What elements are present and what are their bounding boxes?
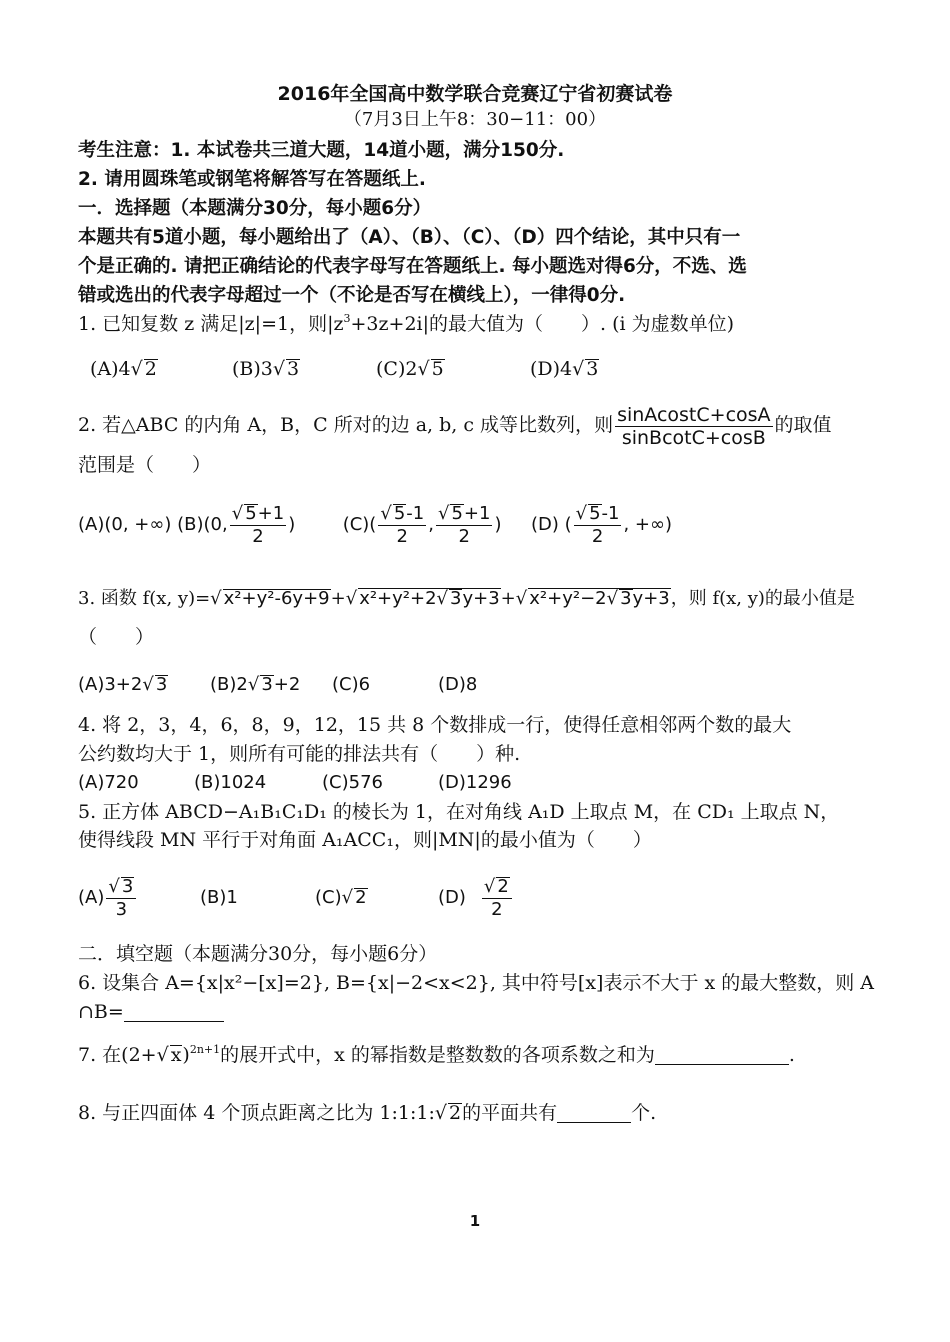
question-4-line2: 公约数均大于 1，则所有可能的排法共有（ ）种. — [78, 743, 521, 765]
q7-answer-blank[interactable] — [655, 1044, 789, 1065]
question-5-line2: 使得线段 MN 平行于对角面 A₁ACC₁，则|MN|的最小值为（ ） — [78, 829, 652, 851]
question-6-line1: 6. 设集合 A={x|x²−[x]=2}, B={x|−2<x<2}, 其中符号[x]表示不大于 x 的最大整数，则 A — [78, 972, 875, 994]
question-3-stem-line2: （ ） — [78, 626, 155, 648]
q2-option-a: (A)(0, +∞) — [78, 514, 172, 535]
q3-option-c: (C)6 — [332, 674, 371, 695]
q1-option-a: (A)4√ 2 — [90, 358, 157, 380]
q3-option-d: (D)8 — [438, 674, 478, 695]
question-7: 7. 在(2+√ x)$^{2n+1}$的展开式中，x 的幂指数是整数数的各项系数之和为 . — [78, 1043, 795, 1066]
q2-options — [78, 500, 672, 550]
q5-option-d: (D) $\frac{√ 2}{2}$ — [438, 872, 514, 924]
q4-option-b: (B)1024 — [194, 772, 267, 793]
exam-time: （7月3日上午8：30−11：00） — [343, 109, 607, 130]
q2-option-d: (D) ( $\frac{√ 5-1}{2}$ , +∞) — [530, 502, 673, 547]
question-3-stem: 3. 函数 f(x, y)=√ x²+y²-6y+9+√ x²+y²+2√ 3y+3+√ x²+y²−2√ 3y+3，则 f(x, y)的最小值是 — [78, 588, 855, 609]
q2-fraction: $\frac{\text{sinAcostC+cosA}}{\text{sinBcotC+cosB}}$ — [617, 403, 771, 449]
q2-option-c: (C)( $\frac{√ 5-1}{2}$ , $\frac{√ 5+1}{2}$ ) — [342, 502, 502, 547]
page-number: 1 — [469, 1212, 481, 1230]
q1-option-c: (C)2√ 5 — [376, 358, 444, 380]
question-4-line1: 4. 将 2，3，4，6，8，9，12，15 共 8 个数排成一行，使得任意相邻两个数的最大 — [78, 714, 792, 736]
q1-option-b: (B)3√ 3 — [232, 358, 300, 380]
question-1-stem: 1. 已知复数 z 满足|z|=1，则$|z^3+3z+2i|$的最大值为（ ）. (i 为虚数单位) — [78, 312, 735, 335]
q4-option-a: (A)720 — [78, 772, 139, 793]
section1-heading: 一．选择题（本题满分30分，每小题6分） — [78, 198, 432, 219]
q3-option-b: (B)2√ 3+2 — [210, 674, 301, 695]
question-2-stem-line2: 范围是（ ） — [78, 454, 212, 476]
question-5-line1: 5. 正方体 ABCD−A₁B₁C₁D₁ 的棱长为 1，在对角线 A₁D 上取点 M，在 CD₁ 上取点 N， — [78, 801, 840, 823]
notice-line-2: 2. 请用圆珠笔或钢笔将解答写在答题纸上. — [78, 169, 426, 190]
q5-option-a: (A) $\frac{√ 3}{3}$ — [78, 872, 138, 924]
section2-heading: 二．填空题（本题满分30分，每小题6分） — [78, 943, 438, 965]
instructions-line-3: 错或选出的代表字母超过一个（不论是否写在横线上），一律得0分. — [78, 285, 626, 306]
question-6-line2: ∩B= — [78, 999, 880, 1025]
instructions-line-2: 个是正确的. 请把正确结论的代表字母写在答题纸上. 每小题选对得6分，不选、选 — [78, 256, 747, 277]
q5-option-c: (C)√ 2 — [315, 887, 367, 908]
q5-option-b: (B)1 — [200, 887, 238, 908]
q2-option-b: (B)(0, $\frac{√ 5+1}{2}$ ) — [177, 502, 296, 547]
q3-option-a: (A)3+2√ 3 — [78, 674, 168, 695]
q8-answer-blank[interactable] — [557, 1102, 631, 1123]
question-8: 8. 与正四面体 4 个顶点距离之比为 1:1:1:√ 2的平面共有 个. — [78, 1102, 657, 1124]
q6-answer-blank[interactable] — [124, 1001, 224, 1022]
instructions-line-1: 本题共有5道小题，每小题给出了（A）、（B）、（C）、（D）四个结论，其中只有一 — [78, 227, 741, 248]
notice-line-1: 考生注意：1. 本试卷共三道大题，14道小题，满分150分. — [78, 140, 565, 161]
q4-option-c: (C)576 — [322, 772, 383, 793]
question-2-stem: 2. 若△ABC 的内角 A，B，C 所对的边 a, b, c 成等比数列，则 $\frac{\text{sinAcostC+cosA}}{\text{sinBcotC+cosB}}$ 的取值 — [78, 403, 832, 449]
q4-option-d: (D)1296 — [438, 772, 512, 793]
q1-option-d: (D)4√ 3 — [530, 358, 599, 380]
exam-title: 2016年全国高中数学联合竞赛辽宁省初赛试卷 — [277, 83, 673, 105]
